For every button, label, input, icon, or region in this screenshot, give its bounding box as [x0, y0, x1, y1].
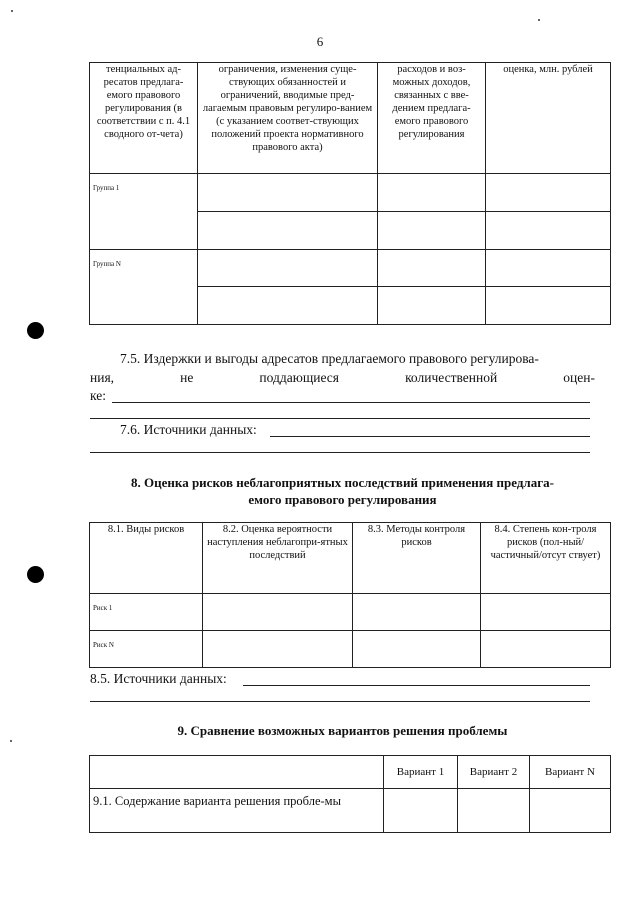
section-8-heading	[90, 474, 595, 508]
table-cell	[481, 594, 611, 631]
table-cell	[198, 250, 378, 287]
table-cell	[486, 212, 611, 250]
table-cell	[198, 174, 378, 212]
heading-line: 8. Оценка рисков неблагоприятных последствий применения предлага-	[131, 475, 554, 490]
header-probability: 8.2. Оценка вероятности наступления неблагопри-ятных последствий	[203, 523, 353, 594]
header-obligations: ограничения, изменения суще-ствующих обязанностей и ограничений, вводимые пред-лагаемым правовым регулиро-ванием (с указанием соответ-ствующих положений проекта нормативного правового акта)	[198, 63, 378, 174]
table-cell	[198, 212, 378, 250]
row-9-1-label: 9.1. Содержание варианта решения пробле-мы	[90, 789, 384, 833]
word: поддающиеся	[259, 370, 339, 385]
table-header-row	[90, 63, 611, 174]
risk-n-label: Риск N	[90, 631, 203, 668]
section-7-5-lead: 7.5. Издержки и выгоды адресатов предлагаемого правового регулирова-	[120, 351, 539, 366]
table-header-row	[90, 523, 611, 594]
table-cell	[378, 174, 486, 212]
table-cell	[458, 789, 530, 833]
table-cell	[486, 287, 611, 325]
table-row	[90, 174, 611, 212]
risks-table	[89, 522, 611, 668]
heading-line: емого правового регулирования	[248, 492, 437, 507]
word: не	[180, 370, 194, 385]
section-7-5-justified-line	[90, 369, 595, 387]
header-risk-types: 8.1. Виды рисков	[90, 523, 203, 594]
table-cell	[384, 789, 458, 833]
section-7-6-label: 7.6. Источники данных:	[120, 422, 257, 437]
word: количественной	[405, 370, 498, 385]
table-cell	[90, 756, 384, 789]
table-cell	[481, 631, 611, 668]
table-row	[90, 594, 611, 631]
table-cell	[203, 631, 353, 668]
section-8-5-label: 8.5. Источники данных:	[90, 671, 227, 686]
table-cell	[203, 594, 353, 631]
table-row	[90, 250, 611, 287]
table-cell	[353, 631, 481, 668]
fill-line	[112, 402, 590, 403]
table-cell	[378, 287, 486, 325]
scan-speck	[538, 19, 540, 21]
group-n-label: Группа N	[90, 250, 198, 325]
table-cell	[353, 594, 481, 631]
scan-speck	[10, 740, 12, 742]
section-7-5-tail: ке:	[90, 388, 106, 403]
costs-table	[89, 62, 611, 325]
header-variant-n: Вариант N	[530, 756, 611, 789]
header-variant-1: Вариант 1	[384, 756, 458, 789]
group-1-label: Группа 1	[90, 174, 198, 250]
section-9-heading: 9. Сравнение возможных вариантов решения проблемы	[177, 723, 508, 738]
binder-hole	[27, 566, 44, 583]
table-row	[90, 631, 611, 668]
scan-speck	[11, 10, 13, 12]
table-row	[90, 789, 611, 833]
table-header-row	[90, 756, 611, 789]
binder-hole	[27, 322, 44, 339]
word: ния,	[90, 370, 115, 385]
fill-line	[243, 685, 590, 686]
header-variant-2: Вариант 2	[458, 756, 530, 789]
fill-line	[90, 452, 590, 453]
header-expenses: расходов и воз-можных доходов, связанных с вве-дением предлага-емого правового регулирования	[378, 63, 486, 174]
table-cell	[530, 789, 611, 833]
table-cell	[378, 250, 486, 287]
risk-1-label: Риск 1	[90, 594, 203, 631]
fill-line	[270, 436, 590, 437]
variants-table	[89, 755, 611, 833]
table-cell	[486, 250, 611, 287]
header-estimate: оценка, млн. рублей	[486, 63, 611, 174]
fill-line	[90, 701, 590, 702]
header-control-degree: 8.4. Степень кон-троля рисков (пол-ный/частичный/отсут ствует)	[481, 523, 611, 594]
table-cell	[198, 287, 378, 325]
page-number: 6	[316, 34, 324, 49]
fill-line	[90, 418, 590, 419]
table-cell	[486, 174, 611, 212]
header-control-methods: 8.3. Методы контроля рисков	[353, 523, 481, 594]
header-addressees: тенциальных ад-ресатов предлага-емого правового регулирования (в соответствии с п. 4.1 сводного от-чета)	[90, 63, 198, 174]
table-cell	[378, 212, 486, 250]
word: оцен-	[563, 370, 595, 385]
